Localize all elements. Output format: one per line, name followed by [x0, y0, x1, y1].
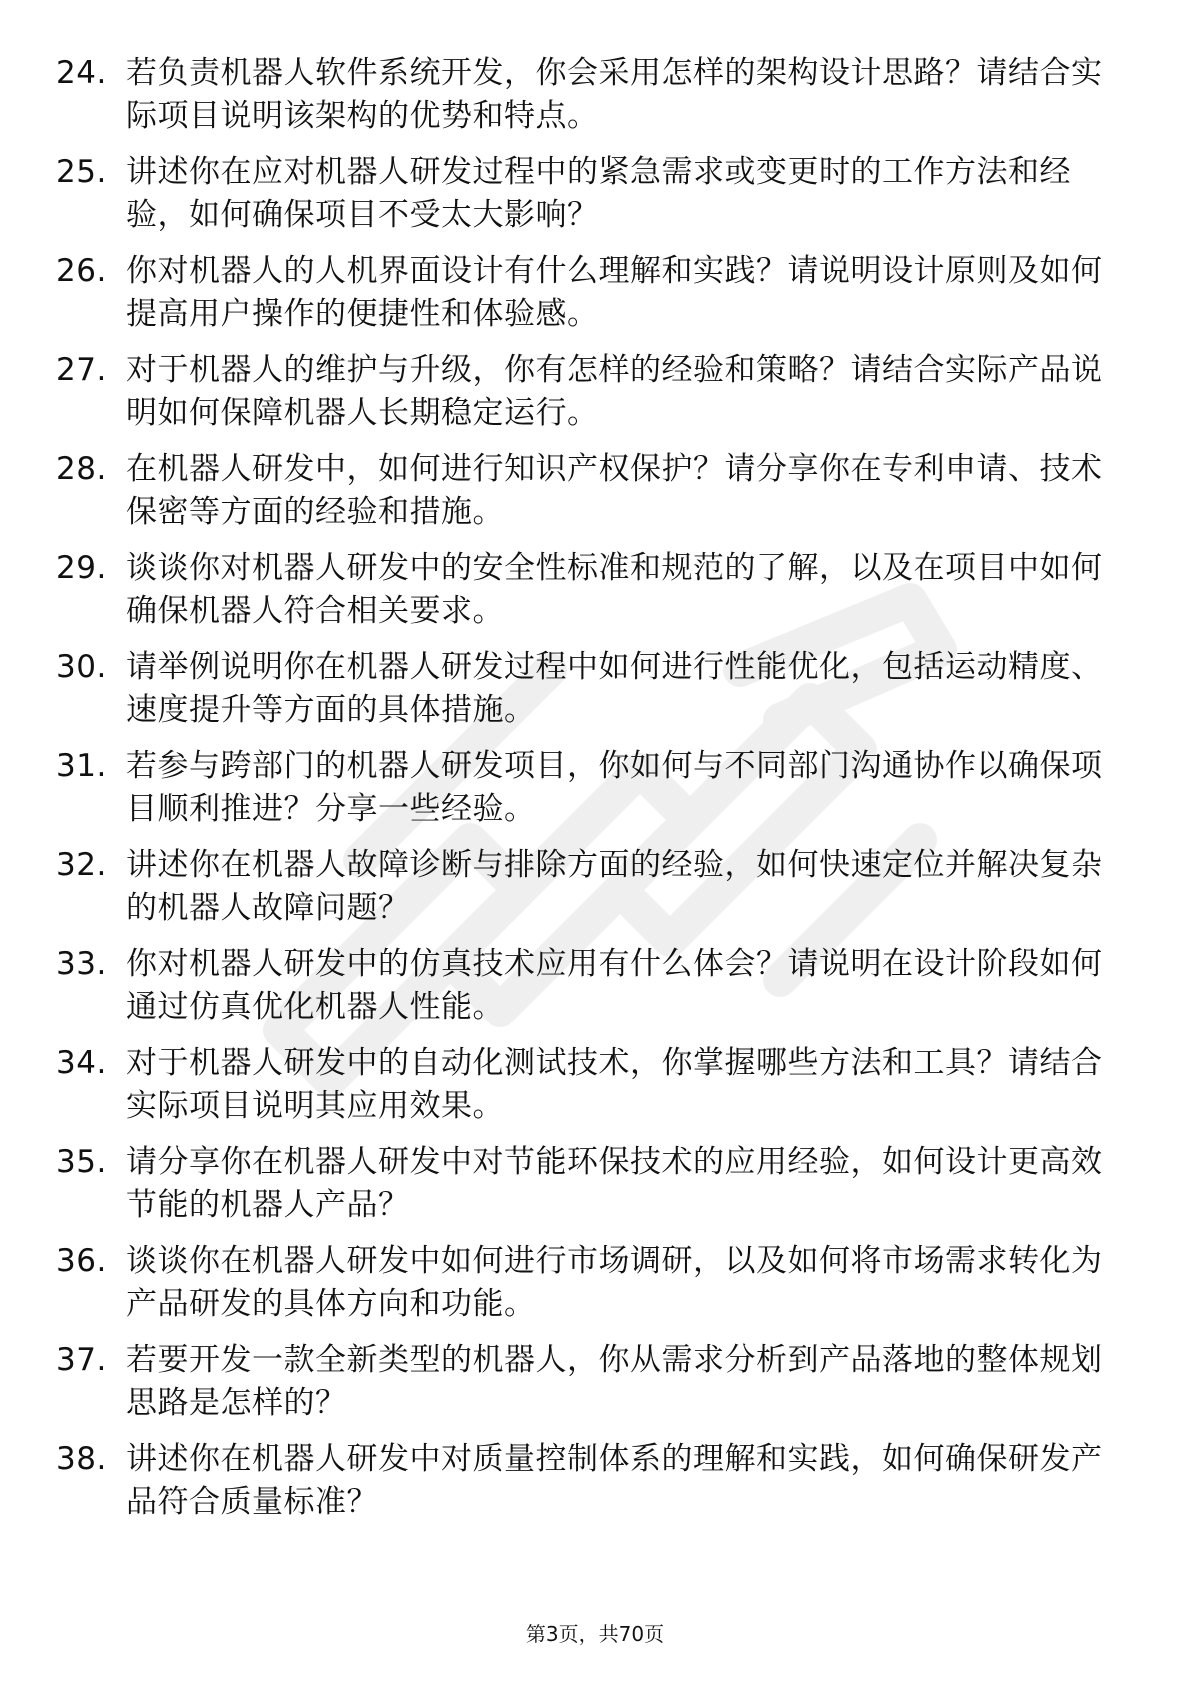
- question-number: 33.: [56, 946, 107, 982]
- question-text: 若参与跨部门的机器人研发项目，你如何与不同部门沟通协作以确保项目顺利推进？分享一些经验。: [126, 748, 1103, 827]
- question-number: 28.: [56, 451, 107, 487]
- question-item: [56, 52, 1116, 138]
- question-item: [56, 646, 1116, 732]
- question-item: [56, 1240, 1116, 1326]
- question-text: 请分享你在机器人研发中对节能环保技术的应用经验，如何设计更高效节能的机器人产品？: [126, 1144, 1103, 1223]
- question-text: 讲述你在机器人研发中对质量控制体系的理解和实践，如何确保研发产品符合质量标准？: [126, 1441, 1103, 1520]
- question-text: 若要开发一款全新类型的机器人，你从需求分析到产品落地的整体规划思路是怎样的？: [126, 1342, 1103, 1421]
- question-item: [56, 448, 1116, 534]
- question-number: 37.: [56, 1342, 107, 1378]
- question-number: 26.: [56, 253, 107, 289]
- question-item: [56, 745, 1116, 831]
- question-text: 你对机器人的人机界面设计有什么理解和实践？请说明设计原则及如何提高用户操作的便捷性和体验感。: [126, 253, 1103, 332]
- question-item: [56, 349, 1116, 435]
- question-number: 31.: [56, 748, 107, 784]
- question-item: [56, 943, 1116, 1029]
- question-item: [56, 250, 1116, 336]
- question-item: [56, 1339, 1116, 1425]
- question-item: [56, 151, 1116, 237]
- question-list: [56, 52, 1116, 1537]
- question-text: 在机器人研发中，如何进行知识产权保护？请分享你在专利申请、技术保密等方面的经验和措施。: [126, 451, 1103, 530]
- question-text: 若负责机器人软件系统开发，你会采用怎样的架构设计思路？请结合实际项目说明该架构的优势和特点。: [126, 55, 1103, 134]
- question-text: 讲述你在机器人故障诊断与排除方面的经验，如何快速定位并解决复杂的机器人故障问题？: [126, 847, 1103, 926]
- question-number: 32.: [56, 847, 107, 883]
- page-footer: 第3页，共70页: [525, 1622, 665, 1646]
- question-number: 34.: [56, 1045, 107, 1081]
- question-item: [56, 844, 1116, 930]
- question-item: [56, 1042, 1116, 1128]
- question-number: 27.: [56, 352, 107, 388]
- question-text: 讲述你在应对机器人研发过程中的紧急需求或变更时的工作方法和经验，如何确保项目不受太大影响？: [126, 154, 1071, 233]
- question-number: 38.: [56, 1441, 107, 1477]
- question-number: 35.: [56, 1144, 107, 1180]
- question-number: 30.: [56, 649, 107, 685]
- question-item: [56, 547, 1116, 633]
- question-text: 你对机器人研发中的仿真技术应用有什么体会？请说明在设计阶段如何通过仿真优化机器人性能。: [126, 946, 1103, 1025]
- question-item: [56, 1438, 1116, 1524]
- question-text: 对于机器人的维护与升级，你有怎样的经验和策略？请结合实际产品说明如何保障机器人长期稳定运行。: [126, 352, 1103, 431]
- question-text: 谈谈你对机器人研发中的安全性标准和规范的了解，以及在项目中如何确保机器人符合相关要求。: [126, 550, 1103, 629]
- question-number: 36.: [56, 1243, 107, 1279]
- question-item: [56, 1141, 1116, 1227]
- question-number: 24.: [56, 55, 107, 91]
- question-text: 请举例说明你在机器人研发过程中如何进行性能优化，包括运动精度、速度提升等方面的具体措施。: [126, 649, 1103, 728]
- question-number: 29.: [56, 550, 107, 586]
- question-number: 25.: [56, 154, 107, 190]
- question-text: 对于机器人研发中的自动化测试技术，你掌握哪些方法和工具？请结合实际项目说明其应用效果。: [126, 1045, 1103, 1124]
- question-text: 谈谈你在机器人研发中如何进行市场调研，以及如何将市场需求转化为产品研发的具体方向和功能。: [126, 1243, 1103, 1322]
